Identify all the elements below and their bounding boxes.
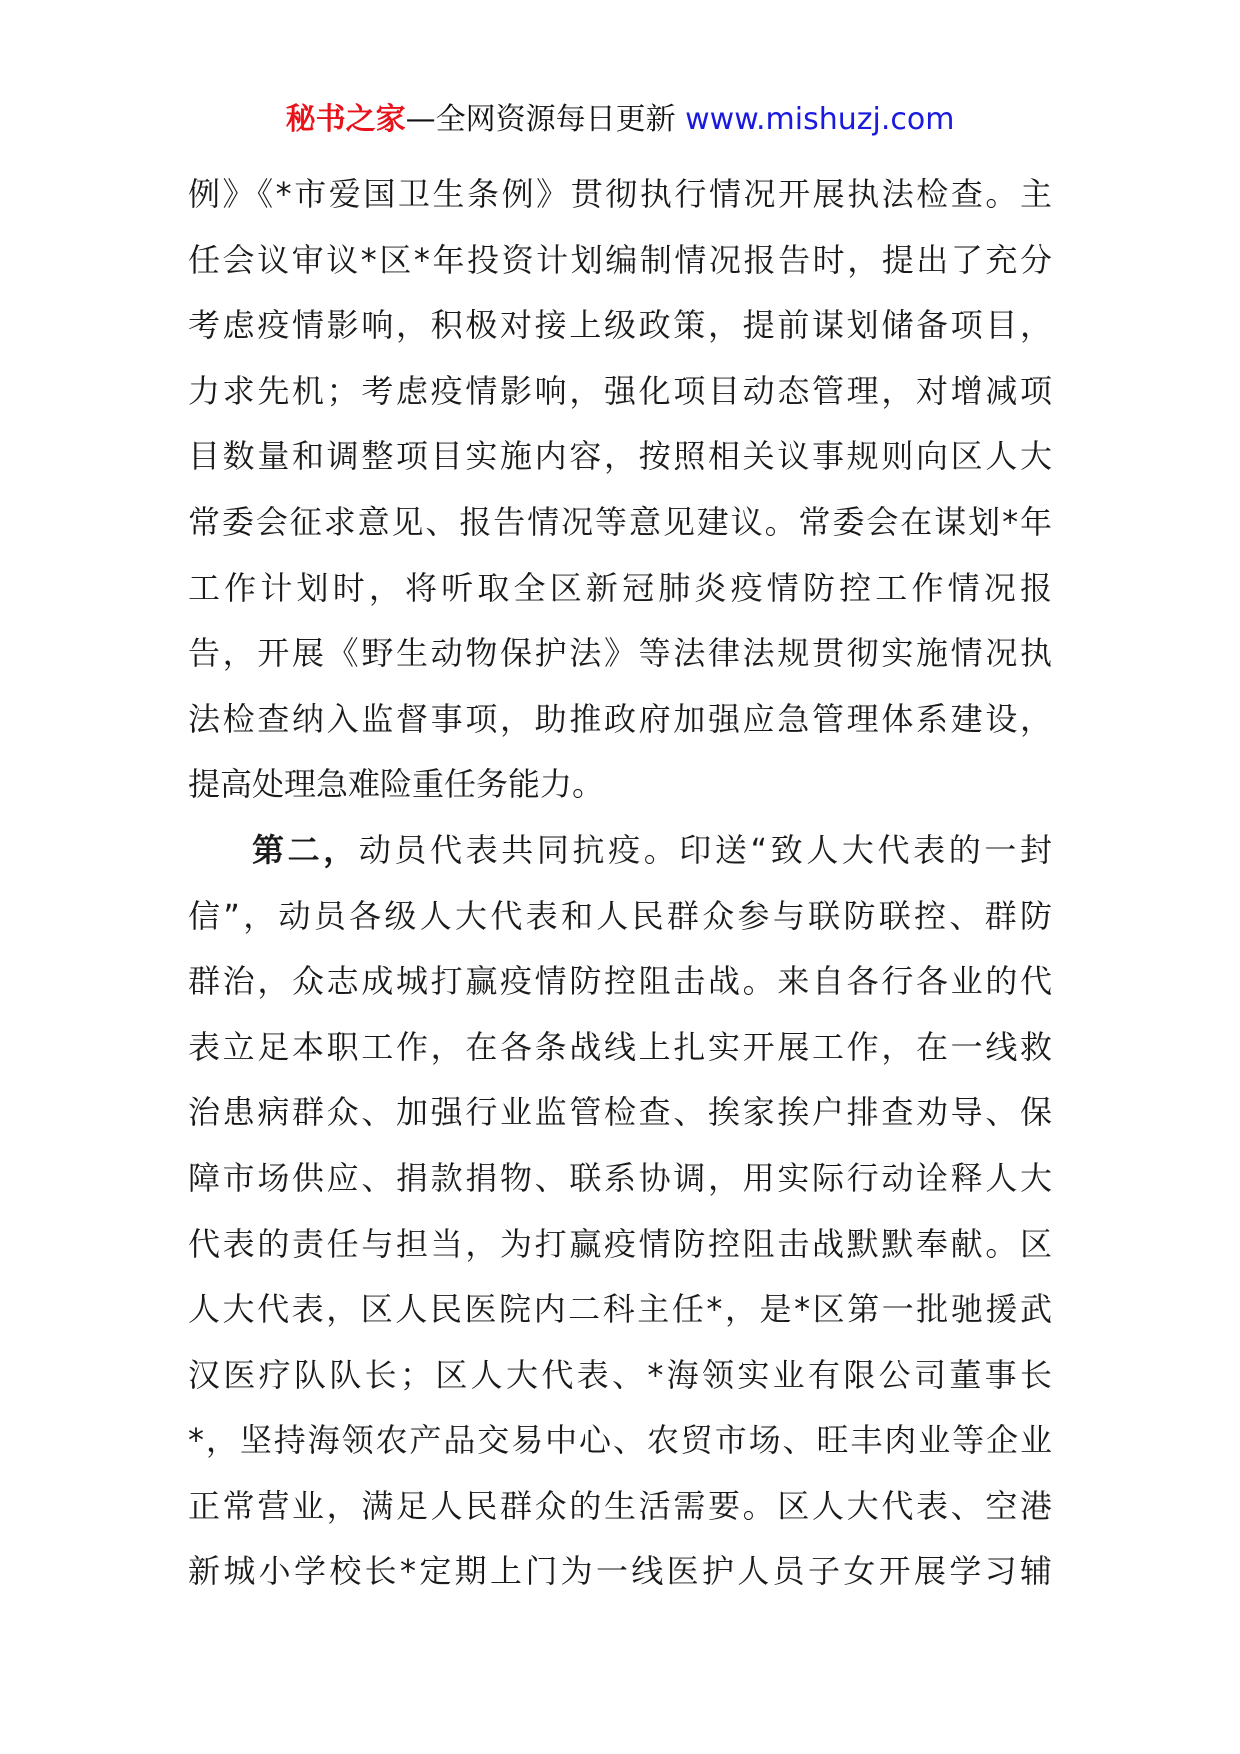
text-line: 代表的责任与担当，为打赢疫情防控阻击战默默奉献。区 — [188, 1224, 1052, 1263]
text-line: 告，开展《野生动物保护法》等法律法规贯彻实施情况执 — [188, 634, 1052, 673]
text-line: 法检查纳入监督事项，助推政府加强应急管理体系建设， — [188, 699, 1052, 738]
text-line: 任会议审议*区*年投资计划编制情况报告时，提出了充分 — [188, 240, 1052, 279]
text-line: 信”，动员各级人大代表和人民群众参与联防联控、群防 — [188, 896, 1052, 935]
page-header — [0, 100, 1240, 140]
paragraph-1 — [188, 162, 1052, 818]
text-line: 例》《*市爱国卫生条例》贯彻执行情况开展执法检查。主 — [188, 175, 1052, 213]
header-site-link[interactable]: www.mishuzj.com — [685, 102, 955, 137]
paragraph-first-line-text: 动员代表共同抗疫。印送“致人大代表的一封 — [358, 830, 1052, 869]
paragraph-lead: 第二， — [252, 830, 359, 869]
text-line: 群治，众志成城打赢疫情防控阻击战。来自各行各业的代 — [188, 962, 1052, 1001]
paragraph-2 — [188, 818, 1052, 1605]
text-line: 表立足本职工作，在各条战线上扎实开展工作，在一线救 — [188, 1027, 1052, 1066]
document-body — [188, 162, 1052, 1605]
paragraph-first-line — [188, 818, 1052, 884]
text-line: 正常营业，满足人民群众的生活需要。区人大代表、空港 — [188, 1486, 1052, 1525]
header-brand: 秘书之家 — [285, 102, 406, 137]
text-line: 力求先机；考虑疫情影响，强化项目动态管理，对增减项 — [188, 371, 1052, 410]
text-line: 常委会征求意见、报告情况等意见建议。常委会在谋划*年 — [188, 502, 1052, 541]
text-line: 障市场供应、捐款捐物、联系协调，用实际行动诠释人大 — [188, 1158, 1052, 1197]
text-line: 考虑疫情影响，积极对接上级政策，提前谋划储备项目， — [188, 306, 1052, 345]
text-line: 汉医疗队队长；区人大代表、*海领实业有限公司董事长 — [188, 1355, 1052, 1394]
header-tagline: —全网资源每日更新 — [405, 102, 686, 137]
text-line: *，坚持海领农产品交易中心、农贸市场、旺丰肉业等企业 — [188, 1421, 1052, 1460]
text-line: 新城小学校长*定期上门为一线医护人员子女开展学习辅 — [188, 1552, 1052, 1591]
text-line: 工作计划时，将听取全区新冠肺炎疫情防控工作情况报 — [188, 568, 1052, 607]
text-line: 人大代表，区人民医院内二科主任*，是*区第一批驰援武 — [188, 1290, 1052, 1329]
text-line: 提高处理急难险重任务能力。 — [188, 765, 605, 804]
text-line: 目数量和调整项目实施内容，按照相关议事规则向区人大 — [188, 437, 1052, 476]
text-line: 治患病群众、加强行业监管检查、挨家挨户排查劝导、保 — [188, 1093, 1052, 1132]
